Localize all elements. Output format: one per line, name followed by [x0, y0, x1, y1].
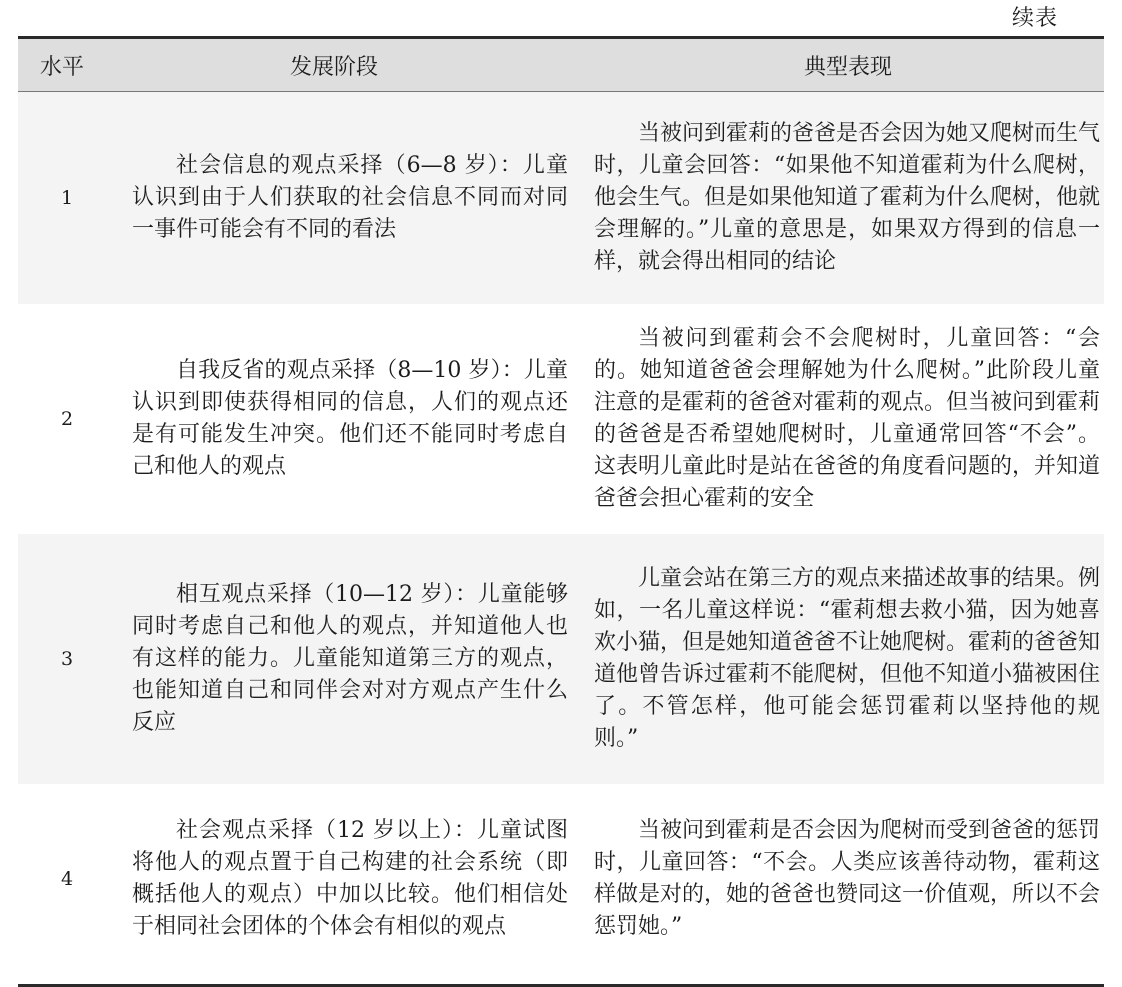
header-level: 水平 — [40, 54, 85, 80]
example-cell: 儿童会站在第三方的观点来描述故事的结果。例如，一名儿童这样说：“霍莉想去救小猫，因为她喜欢小猫，但是她知道爸爸不让她爬树。霍莉的爸爸知道他曾告诉过霍莉不能爬树，但他不知道小猫被困住了。不管怎样，他可能会惩罚霍莉以坚持他的规则。” — [594, 566, 1101, 751]
example-cell: 当被问到霍莉会不会爬树时，儿童回答：“会的。她知道爸爸会理解她为什么爬树。”此阶段儿童注意的是霍莉的爸爸对霍莉的观点。但当被问到霍莉的爸爸是否希望她爬树时，儿童通常回答“不会”。这表明儿童此时是站在爸爸的角度看问题的，并知道爸爸会担心霍莉的安全 — [594, 326, 1101, 511]
stage-cell: 社会观点采择（12 岁以上）：儿童试图将他人的观点置于自己构建的社会系统（即概括他人的观点）中加以比较。他们相信处于相同社会团体的个体会有相似的观点 — [132, 818, 568, 939]
table-header — [18, 39, 1104, 92]
level-cell: 1 — [60, 187, 74, 209]
stage-cell: 相互观点采择（10—12 岁）：儿童能够同时考虑自己和他人的观点，并知道他人也有这样的能力。儿童能知道第三方的观点，也能知道自己和同伴会对对方观点产生什么反应 — [132, 582, 568, 735]
level-cell: 4 — [60, 868, 74, 890]
example-cell: 当被问到霍莉的爸爸是否会因为她又爬树而生气时，儿童会回答：“如果他不知道霍莉为什么爬树，他会生气。但是如果他知道了霍莉为什么爬树，他就会理解的。”儿童的意思是，如果双方得到的信息一样，就会得出相同的结论 — [594, 121, 1101, 274]
stage-cell: 自我反省的观点采择（8—10 岁）：儿童认识到即使获得相同的信息，人们的观点还是有可能发生冲突。他们还不能同时考虑自己和他人的观点 — [132, 358, 568, 479]
level-cell: 2 — [60, 408, 74, 430]
stages-table — [18, 36, 1104, 987]
table-row — [18, 92, 1104, 304]
header-example: 典型表现 — [804, 54, 893, 80]
example-cell: 当被问到霍莉是否会因为爬树而受到爸爸的惩罚时，儿童回答：“不会。人类应该善待动物，霍莉这样做是对的，她的爸爸也赞同这一价值观，所以不会惩罚她。” — [594, 818, 1101, 939]
level-cell: 3 — [60, 648, 74, 670]
table-row — [18, 534, 1104, 784]
table-row — [18, 784, 1104, 974]
continued-label: 续表 — [1011, 6, 1058, 31]
table-row — [18, 304, 1104, 534]
header-stage: 发展阶段 — [290, 54, 379, 80]
stage-cell: 社会信息的观点采择（6—8 岁）：儿童认识到由于人们获取的社会信息不同而对同一事件可能会有不同的看法 — [132, 153, 568, 242]
